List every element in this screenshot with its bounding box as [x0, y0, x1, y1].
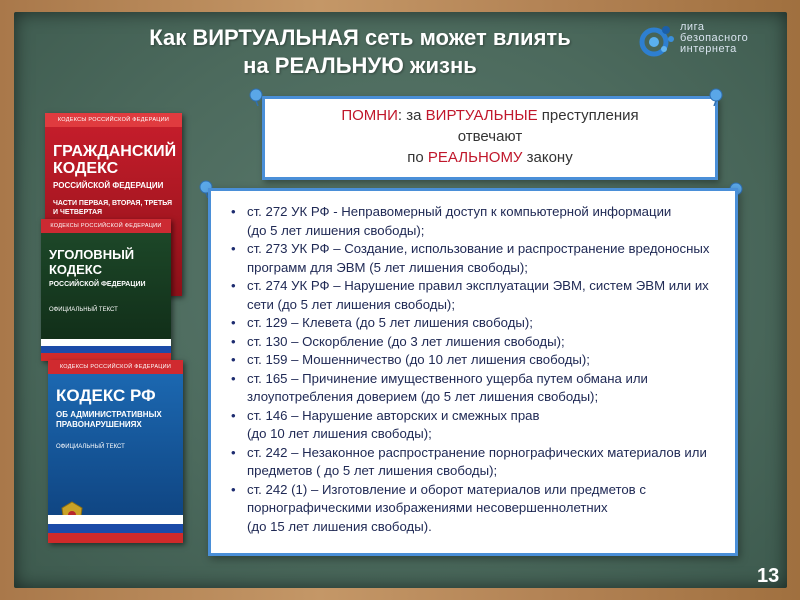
pushpin-icon	[246, 86, 266, 106]
list-item	[231, 277, 727, 314]
law-sub: (до 10 лет лишения свободы);	[247, 426, 432, 441]
law-text: ст. 130 – Оскорбление (до 3 лет лишения свободы);	[247, 333, 565, 349]
book-title: УГОЛОВНЫЙ КОДЕКС	[49, 247, 135, 277]
notice-real: РЕАЛЬНОМУ	[427, 149, 523, 166]
law-text: ст. 165 – Причинение имущественного ущерба путем обмана или злоупотребления доверием (до 5 лет лишения свободы);	[247, 370, 648, 404]
law-text: ст. 273 УК РФ – Создание, использование и распространение вредоносных программ для ЭВМ (5 лет лишения свободы);	[247, 241, 710, 275]
bullet: •	[231, 204, 236, 219]
law-text: ст. 242 – Незаконное распространение порнографических материалов или предметов ( до 5 лет лишения свободы);	[247, 444, 707, 478]
law-list	[211, 191, 735, 536]
book-official: ОФИЦИАЛЬНЫЙ ТЕКСТ	[49, 307, 118, 313]
list-item	[231, 370, 727, 407]
bullet: •	[231, 315, 236, 330]
notice-text: : за	[397, 107, 426, 124]
law-sub: (до 5 лет лишения свободы);	[247, 222, 425, 238]
slide-title	[120, 24, 600, 80]
bullet: •	[231, 444, 236, 460]
notice-remember: ПОМНИ	[341, 107, 398, 124]
list-item	[231, 203, 727, 240]
list-item	[231, 351, 727, 370]
law-text: ст. 272 УК РФ - Неправомерный доступ к компьютерной информации	[247, 204, 672, 219]
bullet: •	[231, 481, 236, 497]
list-item	[231, 481, 727, 537]
law-text: ст. 146 – Нарушение авторских и смежных прав	[247, 407, 540, 423]
list-item	[231, 240, 727, 277]
book-strip: КОДЕКСЫ РОССИЙСКОЙ ФЕДЕРАЦИИ	[48, 360, 183, 374]
law-text: ст. 159 – Мошенничество (до 10 лет лишения свободы);	[247, 352, 590, 367]
logo-text	[680, 22, 748, 55]
law-text: ст. 274 УК РФ – Нарушение правил эксплуатации ЭВМ, систем ЭВМ или их сети (до 5 лет лишения свободы);	[247, 278, 709, 312]
notice-text: по	[407, 149, 428, 166]
book-subtitle: ОБ АДМИНИСТРАТИВНЫХ ПРАВОНАРУШЕНИЯХ	[56, 410, 162, 429]
list-item	[231, 333, 727, 352]
notice-text: закону	[522, 149, 573, 166]
bullet: •	[231, 407, 236, 423]
law-sub: (до 15 лет лишения свободы).	[247, 518, 432, 534]
notice-line-1	[265, 105, 715, 126]
title-line-1: Как ВИРТУАЛЬНАЯ сеть может влиять	[149, 25, 571, 50]
russian-flag-icon	[48, 515, 183, 543]
remember-notice	[262, 96, 718, 180]
notice-text: преступления	[537, 107, 639, 124]
logo-circles-icon	[638, 22, 676, 60]
bullet: •	[231, 352, 236, 367]
bullet: •	[231, 241, 236, 256]
notice-line-3	[265, 147, 715, 168]
book-title: КОДЕКС РФ	[56, 386, 156, 405]
list-item	[231, 444, 727, 481]
russian-flag-icon	[41, 339, 171, 361]
logo-line-2: безопасного	[680, 32, 749, 44]
bullet: •	[231, 370, 236, 386]
book-strip: КОДЕКСЫ РОССИЙСКОЙ ФЕДЕРАЦИИ	[41, 219, 171, 233]
pushpin-icon	[706, 86, 726, 106]
law-text: ст. 129 – Клевета (до 5 лет лишения свободы);	[247, 315, 533, 330]
book-strip: КОДЕКСЫ РОССИЙСКОЙ ФЕДЕРАЦИИ	[45, 113, 182, 127]
list-item	[231, 314, 727, 333]
book-title: ГРАЖДАНСКИЙ КОДЕКС	[53, 143, 177, 177]
logo-line-3: интернета	[680, 43, 737, 55]
title-line-2: на РЕАЛЬНУЮ жизнь	[243, 53, 477, 78]
law-text: ст. 242 (1) – Изготовление и оборот материалов или предметов с порнографическими изображениями несовершеннолетних	[247, 481, 646, 515]
criminal-code-book	[41, 219, 171, 361]
book-subtitle: РОССИЙСКОЙ ФЕДЕРАЦИИ	[49, 281, 146, 288]
notice-line-2: отвечают	[457, 128, 523, 145]
logo-line-1: лига	[680, 21, 705, 33]
book-official: ОФИЦИАЛЬНЫЙ ТЕКСТ	[56, 444, 125, 450]
bullet: •	[231, 278, 236, 293]
notice-virtual: ВИРТУАЛЬНЫЕ	[425, 107, 538, 124]
book-subtitle: РОССИЙСКОЙ ФЕДЕРАЦИИ	[53, 181, 164, 190]
admin-code-book	[48, 360, 183, 543]
page-number: 13	[757, 565, 780, 587]
bullet: •	[231, 333, 236, 349]
list-item	[231, 407, 727, 444]
book-parts: ЧАСТИ ПЕРВАЯ, ВТОРАЯ, ТРЕТЬЯ И ЧЕТВЕРТАЯ	[53, 200, 173, 216]
logo	[638, 18, 768, 64]
law-list-panel	[208, 188, 738, 556]
